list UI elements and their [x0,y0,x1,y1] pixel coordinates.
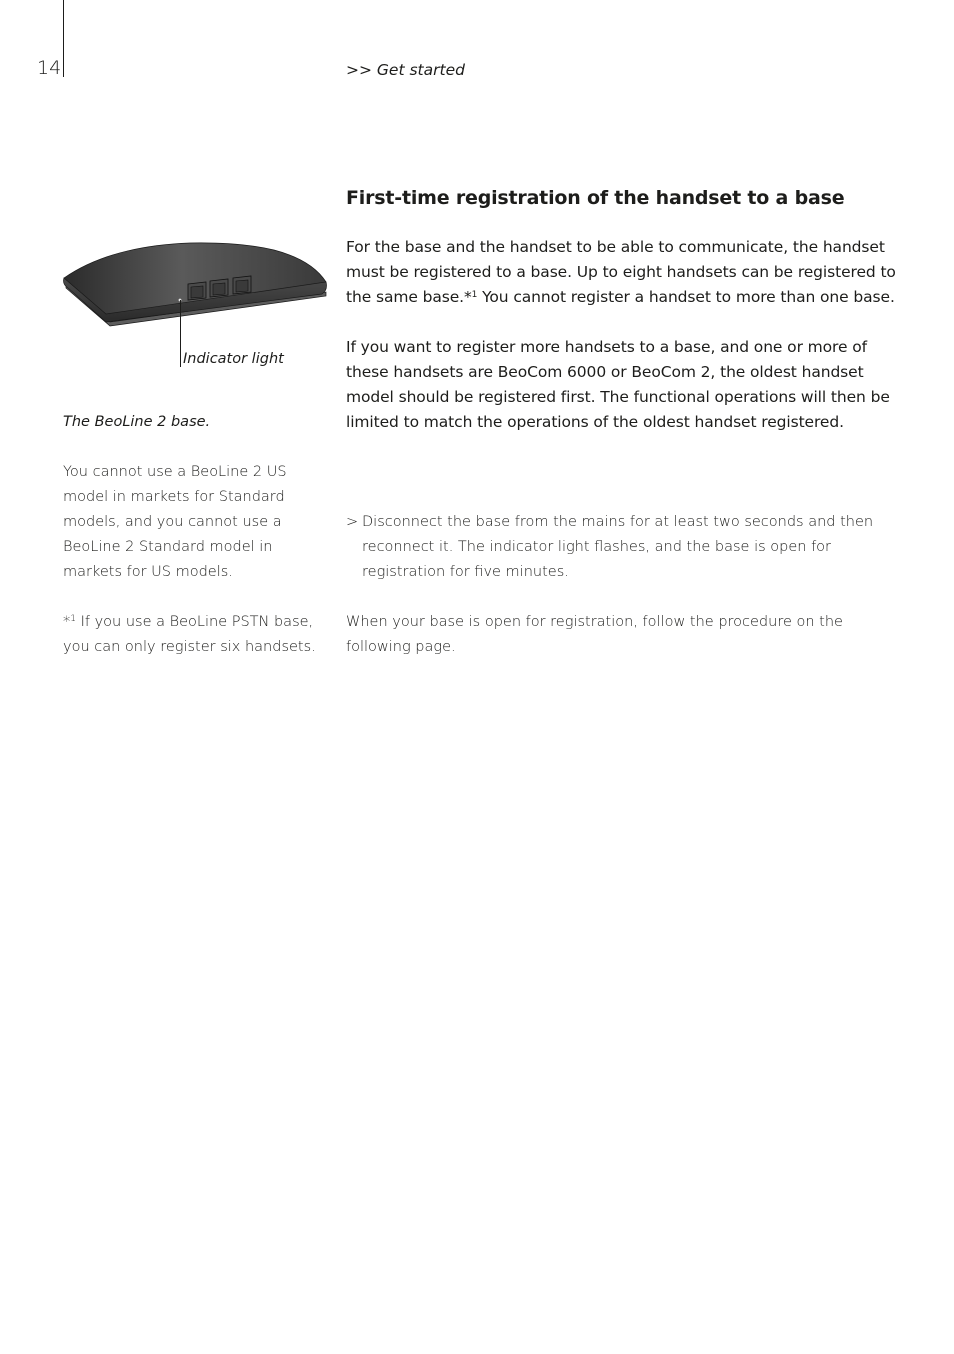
market-note: You cannot use a BeoLine 2 US model in markets for Standard models, and you cannot use a BeoLine 2 Standard model in markets for US models. [63,464,287,580]
paragraph-2: If you want to register more handsets to a base, and one or more of these handsets are BeoCom 6000 or BeoCom 2, the oldest handset model should be registered first. The functional operations will then be limited to match the operations of the oldest handset registered. [346,338,890,431]
footnote-mark: * [63,614,71,630]
paragraph-1-text-end: You cannot register a handset to more than one base. [477,288,895,306]
page-number: 14 [37,57,62,79]
section-title [346,60,465,80]
paragraph-1-text: For the base and the handset to be able to communicate, the handset must be registered to a base. Up to eight handsets can be registered to the same base.* [346,238,896,306]
paragraph-1 [346,235,896,310]
indicator-leader-line [180,300,181,367]
intro-paragraphs [346,235,896,435]
step-marker: > [346,514,359,530]
figure-caption: The BeoLine 2 base. [63,414,211,430]
page-heading: First-time registration of the handset to a base [346,187,845,209]
indicator-light-label: Indicator light [183,351,284,367]
beoline-base-illustration [60,238,332,330]
section-arrows: >> [346,61,372,79]
margin-rule [63,0,64,77]
paragraph-1-sup: 1 [471,290,478,300]
sidebar-text [63,410,328,660]
step-text: Disconnect the base from the mains for at least two seconds and then reconnect it. The indicator light flashes, and the base is open for registration for five minutes. [362,514,874,580]
step-item [346,510,896,585]
closing-paragraph: When your base is open for registration, follow the procedure on the following page. [346,614,843,655]
section-title-text: Get started [376,61,465,79]
footnote-sup: 1 [70,614,76,624]
footnote-text: If you use a BeoLine PSTN base, you can only register six handsets. [63,614,316,655]
footnote [63,610,328,660]
